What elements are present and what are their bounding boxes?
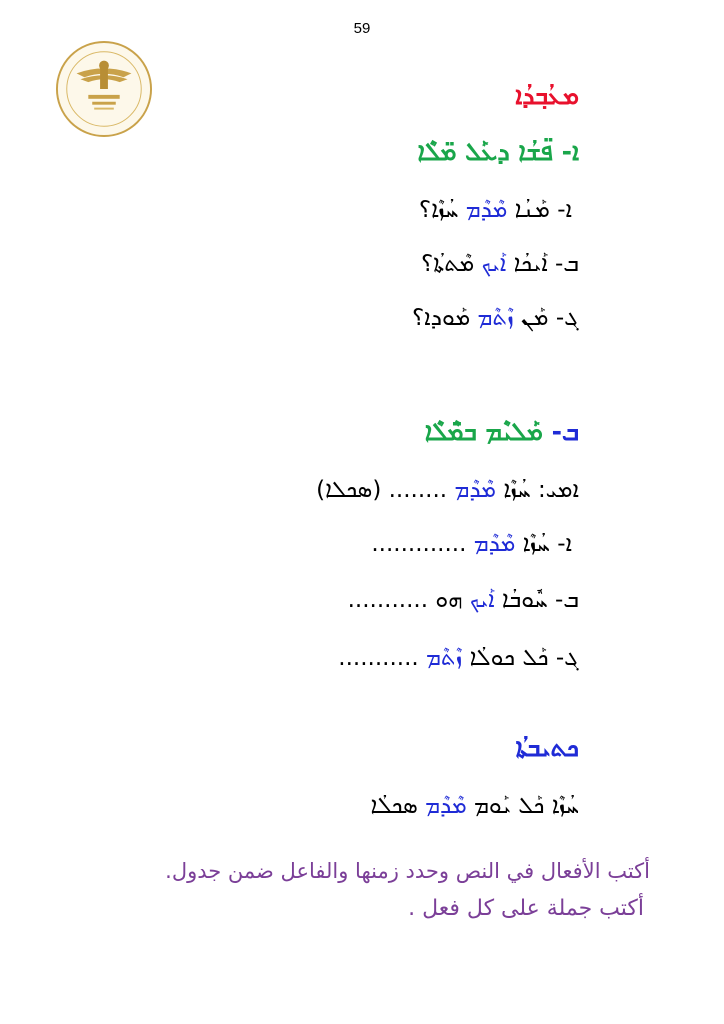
question-3-word-1: ܡܰܢ bbox=[521, 305, 549, 331]
question-1-word-1: ܡܰܢܳܐ bbox=[514, 197, 550, 223]
question-1-word-2: ܡܶܕܶܡ bbox=[465, 197, 508, 223]
question-2 bbox=[421, 246, 579, 282]
fill-line-2-word-2: ܐܰܝܟ bbox=[469, 587, 495, 613]
question-1-letter: ܐ- bbox=[557, 197, 572, 223]
fill-line-1-letter: ܐ- bbox=[557, 531, 572, 557]
fill-line-1 bbox=[371, 526, 572, 562]
fill-line-1-blank: ............. bbox=[371, 531, 467, 557]
fill-line-2-word-3: ܗܘ bbox=[435, 587, 463, 613]
example-blank: ........ bbox=[388, 477, 448, 503]
question-3-letter: ܓ- bbox=[555, 305, 579, 331]
question-2-word-1: ܐܰܝܟܳܐ bbox=[513, 251, 548, 277]
question-1-word-3: ܚܳܙܶܐ؟ bbox=[418, 197, 459, 223]
example-prefix: ܐܡܝ: bbox=[537, 477, 579, 503]
section-a-heading bbox=[417, 134, 579, 170]
lesson-title: ܡܥܳܒ݂ܕܳܐ bbox=[515, 81, 579, 110]
fill-line-3 bbox=[338, 640, 579, 676]
fill-line-3-word-1: ܟܰܠ bbox=[522, 645, 549, 671]
instruction-1: أكتب الأفعال في النص وحدد زمنها والفاعل ضمن جدول. bbox=[165, 859, 650, 883]
fill-line-1-word-1: ܚܳܙܶܐ bbox=[522, 531, 550, 557]
question-2-word-2: ܐܰܝܟ bbox=[481, 251, 507, 277]
question-3-word-2: ܙܶܬܶܡ bbox=[477, 305, 514, 331]
fill-line-2-word-1: ܚܽܘܒܳܐ bbox=[501, 587, 548, 613]
section-b-letter: ܒ- bbox=[551, 417, 579, 446]
section-b-title: ܡܰܠܝܶܡ ܒܡ̈ܶܠܶܐ bbox=[424, 417, 543, 446]
page-number: 59 bbox=[353, 20, 371, 37]
instruction-2: أكتب جملة على كل فعل . bbox=[408, 896, 644, 921]
example-line bbox=[316, 472, 579, 508]
writing-word-5: ܣܟܠܳܐ bbox=[370, 793, 418, 819]
example-answer: (ܣܟܠܐ) bbox=[316, 477, 382, 503]
fill-line-3-blank: ........... bbox=[338, 645, 419, 671]
example-word-2: ܡܶܕܶܡ bbox=[454, 477, 497, 503]
fill-line-2 bbox=[348, 582, 579, 618]
writing-word-3: ܝܰܘܡ bbox=[474, 793, 511, 819]
institution-logo bbox=[55, 40, 153, 138]
question-1 bbox=[419, 192, 572, 228]
section-a-title: ܦ̈ܫܳܐ ܕܥܰܠ ܡ̈ܠܶܐ bbox=[417, 137, 553, 166]
fill-line-3-word-2: ܟܘܠܳܐ bbox=[469, 645, 516, 671]
writing-word-2: ܟܰܠ bbox=[518, 793, 545, 819]
question-3-word-3: ܡܰܘܕܐ؟ bbox=[411, 305, 471, 331]
writing-heading: ܟܬܝܒܬܳܐ bbox=[515, 733, 579, 762]
question-2-word-3: ܡܶܬܬܳܐ؟ bbox=[421, 251, 475, 277]
example-word-1: ܚܳܙܶܐ bbox=[503, 477, 531, 503]
fill-line-1-word-2: ܡܶܕܶܡ bbox=[473, 531, 516, 557]
question-3 bbox=[412, 300, 579, 336]
section-a-letter: ܐ- bbox=[561, 137, 579, 166]
section-b-heading bbox=[425, 414, 579, 450]
fill-line-3-letter: ܓ- bbox=[555, 645, 579, 671]
question-2-letter: ܒ- bbox=[555, 251, 579, 277]
fill-line-3-word-3: ܙܶܬܶܡ bbox=[426, 645, 463, 671]
writing-line bbox=[371, 788, 579, 824]
fill-line-2-blank: ........... bbox=[347, 587, 429, 613]
fill-line-2-letter: ܒ- bbox=[555, 587, 579, 613]
writing-word-1: ܚܳܙܶܐ bbox=[551, 793, 579, 819]
writing-word-4: ܡܶܕܶܡ bbox=[425, 793, 467, 819]
